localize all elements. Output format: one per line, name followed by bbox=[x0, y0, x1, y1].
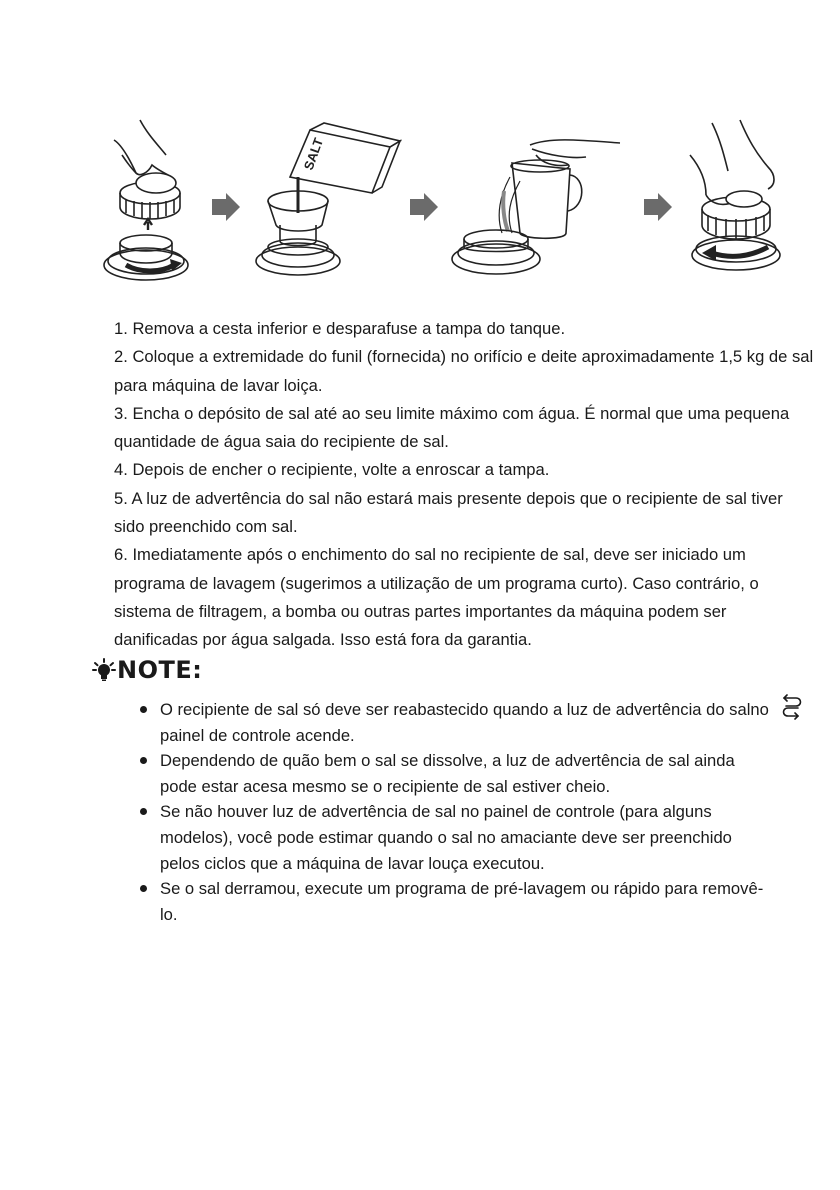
salt-pouring-icon bbox=[256, 123, 400, 275]
note-item: Se não houver luz de advertência de sal no painel de controle (para alguns modelos), você pode estimar quando o sal no amaciante deve ser preenchido pelos ciclos que a máquina de lavar louça executou. bbox=[136, 799, 776, 876]
note-item: Se o sal derramou, execute um programa de pré-lavagem ou rápido para removê-lo. bbox=[136, 876, 776, 927]
step-3: 3. Encha o depósito de sal até ao seu limite máximo com água. É normal que uma pequena quantidade de água saia do recipiente de sal. bbox=[114, 403, 790, 452]
salt-filling-illustrations bbox=[100, 115, 800, 285]
note-title: NOTE: bbox=[117, 656, 203, 684]
cap-removal-icon bbox=[104, 120, 188, 280]
step-4: 4. Depois de encher o recipiente, volte a enroscar a tampa. bbox=[114, 460, 550, 480]
salt-warning-symbol-icon bbox=[776, 694, 808, 720]
bullet-icon bbox=[140, 706, 147, 713]
cap-screwing-icon bbox=[690, 120, 780, 270]
arrow-right-icon bbox=[644, 193, 672, 221]
arrow-right-icon bbox=[212, 193, 240, 221]
bullet-icon bbox=[140, 808, 147, 815]
note-item: Dependendo de quão bem o sal se dissolve, a luz de advertência de sal ainda pode estar acesa mesmo se o recipiente de sal estiver cheio. bbox=[136, 748, 776, 799]
step-6: 6. Imediatamente após o enchimento do sal no recipiente de sal, deve ser iniciado um programa de lavagem (sugerimos a utilização de um programa curto). Caso contrário, o sistema de filtragem, a bomba ou outras partes importantes da máquina podem ser danificadas por água salgada. Isso está fora da garantia. bbox=[114, 545, 759, 650]
step-1: 1. Remova a cesta inferior e desparafuse a tampa do tanque. bbox=[114, 319, 566, 338]
step-2: 2. Coloque a extremidade do funil (fornecida) no orifício e deite aproximadamente 1,5 kg de sal para máquina de lavar loiça. bbox=[114, 347, 814, 395]
step-5: 5. A luz de advertência do sal não estará mais presente depois que o recipiente de sal tiver sido preenchido com sal. bbox=[114, 488, 783, 537]
note-list bbox=[136, 697, 776, 927]
bullet-icon bbox=[140, 757, 147, 764]
salt-box-label: SALT bbox=[300, 135, 327, 173]
water-pouring-icon bbox=[452, 140, 620, 274]
instruction-steps bbox=[114, 315, 814, 655]
bullet-icon bbox=[140, 885, 147, 892]
arrow-right-icon bbox=[410, 193, 438, 221]
note-heading bbox=[92, 652, 202, 688]
note-item: O recipiente de sal só deve ser reabastecido quando a luz de advertência do salno painel de controle acende. bbox=[136, 697, 776, 748]
lightbulb-icon bbox=[92, 658, 116, 682]
